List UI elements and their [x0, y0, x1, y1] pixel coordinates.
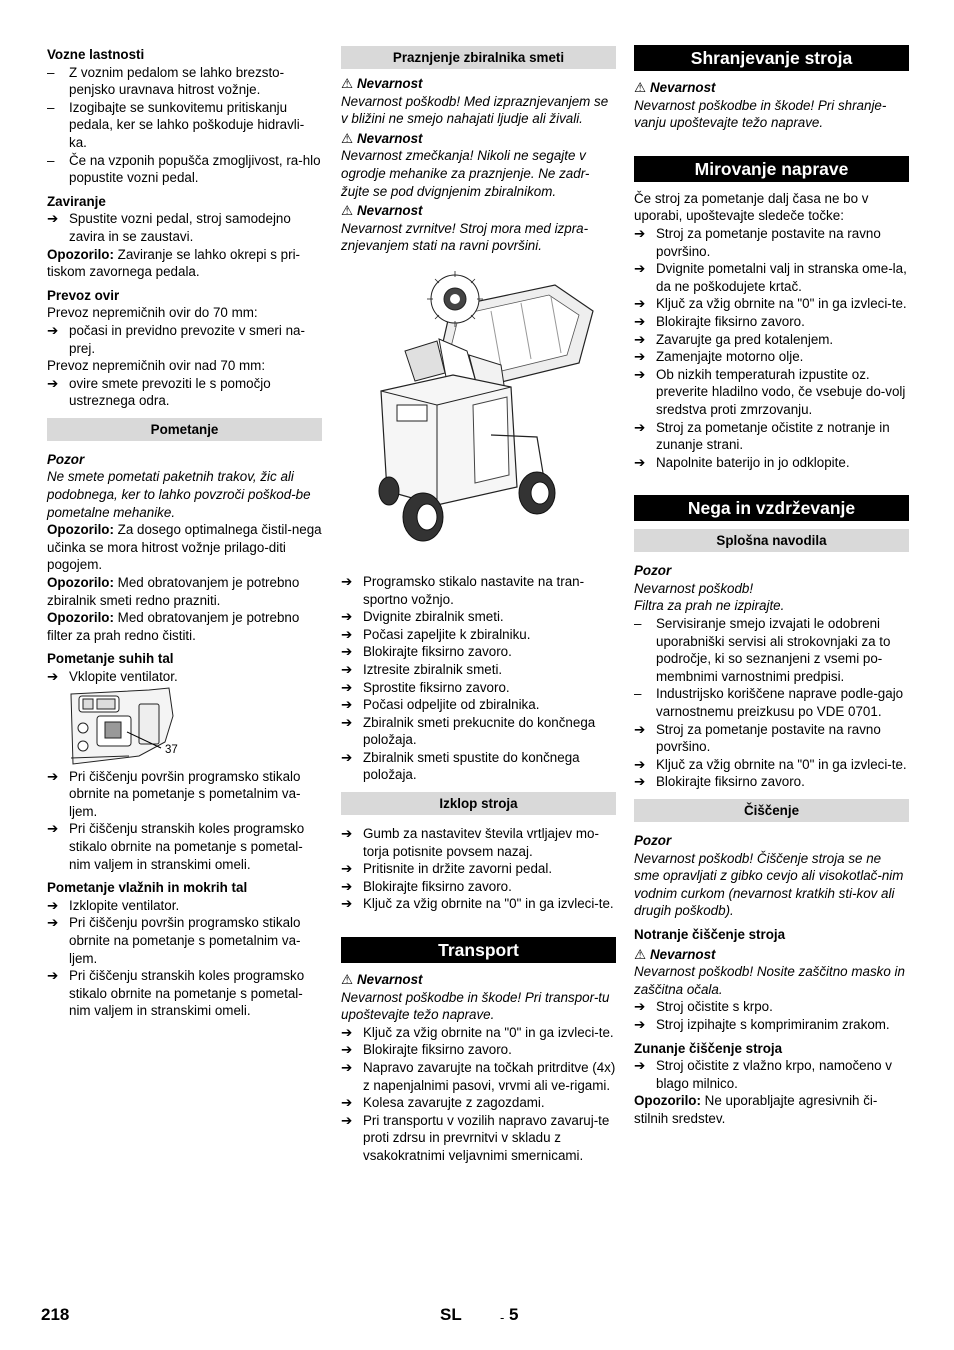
arrow-icon: ➔ [634, 419, 646, 435]
step-item: ➔ počasi in previdno prevozite v smeri na-prej. [47, 322, 305, 356]
intro-text: Če stroj za pometanje dalj časa ne bo v uporabi, upoštevajte sledeče točke: [634, 190, 869, 224]
figure-label: 37 [165, 743, 178, 756]
arrow-icon: ➔ [341, 749, 353, 765]
sweeper-illustration-figure [341, 255, 616, 573]
danger-text: Nevarnost poškodb! Nosite zaščitno masko in zaščitna očala. [634, 964, 905, 997]
note: Opozorilo: Med obratovanjem je potrebno filter za prah redno čistiti. [47, 610, 300, 643]
section-title-suhih: Pometanje suhih tal [47, 651, 174, 667]
danger-text: Nevarnost poškodbe in škode! Pri shranje-vanju upoštevajte težo naprave. [634, 97, 887, 131]
arrow-icon: ➔ [341, 609, 353, 625]
control-panel-figure [69, 686, 322, 768]
step-item: ➔ Stroj za pometanje očistite z notranje in zunanje strani. [634, 419, 890, 453]
note: Opozorilo: Za dosego optimalnega čistil-nega učinka se mora hitrost vožnje prilago-diti pogojem. [47, 522, 322, 573]
step-item: ➔ Pri čiščenju stranskih koles programsko stikalo obrnite na pometanje s pometal-nim valjem in stranskimi omeli. [47, 821, 305, 872]
list-item: – Izogibajte se sunkovitemu pritiskanju pedala, ker se lahko poškoduje hidravli-ka. [47, 99, 305, 150]
arrow-icon: ➔ [47, 968, 59, 984]
arrow-icon: ➔ [47, 821, 59, 837]
step-item: ➔ Ob nizkih temperaturah izpustite oz. preverite hladilno vodo, če vsebuje do-volj sredstva proti zmrzovanju. [634, 366, 906, 417]
step-item: ➔ Stroj za pometanje postavite na ravno površino. [634, 721, 881, 755]
arrow-icon: ➔ [634, 225, 646, 241]
step-item: ➔ Napolnite baterijo in jo odklopite. [634, 454, 850, 470]
subsection-bar-ciscenje: Čiščenje [634, 799, 909, 822]
footer-separator: - [500, 1310, 505, 1325]
arrow-icon: ➔ [341, 714, 353, 730]
danger-label: ⚠ Nevarnost [341, 130, 423, 146]
warning-icon: ⚠ [634, 80, 647, 95]
section-title-zunanje: Zunanje čiščenje stroja [634, 1040, 783, 1056]
arrow-icon: ➔ [341, 1095, 353, 1111]
subsection-bar-izklop: Izklop stroja [341, 792, 616, 815]
arrow-icon: ➔ [634, 721, 646, 737]
section-title-notranje: Notranje čiščenje stroja [634, 926, 786, 942]
danger-label: ⚠ Nevarnost [341, 203, 423, 219]
arrow-icon: ➔ [341, 644, 353, 660]
step-item: ➔ Zavarujte ga pred kotalenjem. [634, 331, 834, 347]
list-item: – Industrijsko koriščene naprave podle-gajo varnostnemu preizkusu po VDE 0701. [634, 686, 904, 720]
step-item: ➔ Stroj za pometanje postavite na ravno površino. [634, 225, 881, 259]
step-item: ➔ Ključ za vžig obrnite na "0" in ga izvleci-te. [341, 1024, 614, 1040]
arrow-icon: ➔ [47, 211, 59, 227]
step-item: ➔ Blokirajte fiksirno zavoro. [634, 313, 805, 329]
warning-icon: ⚠ [341, 130, 354, 146]
step-item: ➔ Blokirajte fiksirno zavoro. [341, 644, 512, 660]
arrow-icon: ➔ [341, 697, 353, 713]
step-item: ➔ ovire smete prevoziti le s pomočjo ustreznega odra. [47, 375, 271, 409]
arrow-icon: ➔ [341, 1060, 353, 1075]
arrow-icon: ➔ [634, 999, 646, 1015]
arrow-icon: ➔ [634, 349, 646, 365]
step-item: ➔ Pritisnite in držite zavorni pedal. [341, 861, 553, 877]
step-item: ➔ Zamenjajte motorno olje. [634, 349, 804, 365]
arrow-icon: ➔ [341, 573, 353, 589]
arrow-icon: ➔ [341, 1042, 353, 1058]
caution-text: Ne smete pometati paketnih trakov, žic ali podobnega, ker to lahko povzroči poškod-be pometalne mehanike. [47, 469, 311, 520]
step-item: ➔ Stroj očistite z vlažno krpo, namočeno v blago milnico. [634, 1058, 892, 1091]
arrow-icon: ➔ [341, 1024, 353, 1040]
dash-icon: – [47, 152, 55, 168]
section-title-vozne: Vozne lastnosti [47, 47, 145, 62]
step-item: ➔ Dvignite pometalni valj in stranska ome-la, da ne poškodujete krtač. [634, 261, 907, 294]
section-title-zaviranje: Zaviranje [47, 193, 106, 209]
danger-label: ⚠ Nevarnost [341, 972, 423, 988]
arrow-icon: ➔ [341, 861, 353, 877]
warning-icon: ⚠ [341, 972, 354, 988]
step-item: ➔ Ključ za vžig obrnite na "0" in ga izvleci-te. [341, 896, 614, 912]
step-item: ➔ Kolesa zavarujte z zagozdami. [341, 1095, 545, 1111]
note: Opozorilo: Ne uporabljajte agresivnih či-stilnih sredstev. [634, 1093, 878, 1126]
step-item: ➔ Izklopite ventilator. [47, 897, 180, 913]
arrow-icon: ➔ [634, 1016, 646, 1032]
list-item: – Z voznim pedalom se lahko brezsto-penjsko uravnava hitrost vožnje. [47, 64, 285, 98]
warning-icon: ⚠ [634, 946, 647, 962]
danger-text: Nevarnost zmečkanja! Nikoli ne segajte v ogrodje mehanike za praznjenje. Ne zadr-žujte se pod dvignjenim zbiralnikom. [341, 148, 590, 199]
note: Opozorilo: Zaviranje se lahko okrepi s pri-tiskom zavornega pedala. [47, 246, 301, 280]
arrow-icon: ➔ [634, 261, 646, 277]
step-item: ➔ Ključ za vžig obrnite na "0" in ga izvleci-te. [634, 756, 907, 772]
arrow-icon: ➔ [634, 756, 646, 772]
arrow-icon: ➔ [634, 454, 646, 470]
step-item: ➔ Blokirajte fiksirno zavoro. [341, 1042, 512, 1058]
arrow-icon: ➔ [47, 322, 59, 338]
arrow-icon: ➔ [634, 331, 646, 347]
language-code: SL [440, 1305, 462, 1324]
arrow-icon: ➔ [341, 826, 353, 842]
step-item: ➔ Pri čiščenju površin programsko stikalo obrnite na pometanje s pometalnim va-ljem. [47, 915, 301, 966]
column-1 [47, 44, 322, 1020]
caution-label: Pozor [634, 563, 672, 579]
dash-icon: – [634, 616, 642, 632]
arrow-icon: ➔ [341, 1112, 353, 1128]
step-item: ➔ Pri čiščenju stranskih koles programsko stikalo obrnite na pometanje s pometal-nim valjem in stranskimi omeli. [47, 968, 305, 1019]
dash-icon: – [47, 99, 55, 115]
step-item: ➔ Pri transportu v vozilih napravo zavaruj-te proti zdrsu in prevrnitvi v skladu z vsakokratnimi veljavnimi smernicami. [341, 1112, 610, 1163]
warning-icon: ⚠ [341, 76, 354, 91]
danger-label: ⚠ Nevarnost [634, 946, 716, 962]
arrow-icon: ➔ [341, 661, 353, 677]
step-item: ➔ Dvignite zbiralnik smeti. [341, 609, 504, 625]
list-item: – Servisiranje smejo izvajati le odobreni uporabniški servisi ali strokovnjaki za to področje, ki so seznanjeni z vsemi po-membnimi varnostnimi predpisi. [634, 616, 891, 684]
section-bar-transport: Transport [341, 937, 616, 963]
danger-label: ⚠ Nevarnost [634, 80, 716, 95]
arrow-icon: ➔ [341, 679, 353, 695]
step-item: ➔ Iztresite zbiralnik smeti. [341, 661, 503, 677]
subsection-bar-pometanje: Pometanje [47, 418, 322, 441]
arrow-icon: ➔ [341, 626, 353, 642]
warning-icon: ⚠ [341, 203, 354, 219]
section-bar-nega: Nega in vzdrževanje [634, 495, 909, 521]
danger-label: ⚠ Nevarnost [341, 76, 423, 91]
section-title-vlaznih: Pometanje vlažnih in mokrih tal [47, 880, 248, 896]
caution-text: Filtra za prah ne izpirajte. [634, 598, 785, 614]
step-item: ➔ Napravo zavarujte na točkah pritrditve (4x) z napenjalnimi pasovi, vrvmi ali ve-rigami. [341, 1060, 616, 1093]
step-item: ➔ Počasi zapeljite k zbiralniku. [341, 626, 531, 642]
section-title-prevoz: Prevoz ovir [47, 287, 120, 303]
sweeper-dumping-illustration [341, 255, 616, 573]
caution-text: Nevarnost poškodb! Čiščenje stroja se ne sme opravljati z gibko cevjo ali visokotlač-nim vodnim curkom (nevarnost kratkih sti-kov ali drugih poškodb). [634, 850, 904, 919]
step-item: ➔ Vklopite ventilator. [47, 669, 178, 684]
arrow-icon: ➔ [47, 915, 59, 931]
arrow-icon: ➔ [341, 878, 353, 894]
step-item: ➔ Stroj očistite s krpo. [634, 999, 773, 1015]
step-item: ➔ Pri čiščenju površin programsko stikalo obrnite na pometanje s pometalnim va-ljem. [47, 768, 301, 819]
step-item: ➔ Sprostite fiksirno zavoro. [341, 679, 510, 695]
danger-text: Nevarnost zvrnitve! Stroj mora med izpra-znjevanjem stati na ravni površini. [341, 220, 589, 254]
text-line: Prevoz nepremičnih ovir do 70 mm: [47, 305, 258, 321]
step-item: ➔ Blokirajte fiksirno zavoro. [634, 774, 805, 790]
step-item: ➔ Gumb za nastavitev števila vrtljajev mo-torja potisnite povsem nazaj. [341, 826, 599, 859]
danger-text: Nevarnost poškodb! Med izpraznjevanjem se v bližini ne smejo nahajati ljudje ali živali. [341, 93, 609, 127]
arrow-icon: ➔ [47, 375, 59, 391]
column-3 [634, 44, 909, 1128]
control-panel-illustration [69, 686, 209, 768]
arrow-icon: ➔ [634, 1058, 646, 1074]
dash-icon: – [634, 686, 642, 702]
section-page-number: 5 [509, 1305, 519, 1324]
step-item: ➔ Zbiralnik smeti prekucnite do končnega položaja. [341, 714, 596, 748]
caution-label: Pozor [634, 833, 672, 848]
arrow-icon: ➔ [634, 313, 646, 329]
page-number: 218 [41, 1305, 70, 1324]
text-line: Prevoz nepremičnih ovir nad 70 mm: [47, 358, 266, 374]
step-item: ➔ Programsko stikalo nastavite na tran-sportno vožnjo. [341, 573, 585, 607]
danger-text: Nevarnost poškodbe in škode! Pri transpor-tu upoštevajte težo naprave. [341, 989, 610, 1023]
caution-text: Nevarnost poškodb! [634, 580, 754, 596]
arrow-icon: ➔ [341, 896, 353, 912]
arrow-icon: ➔ [47, 669, 59, 684]
step-item: ➔ Stroj izpihajte s komprimiranim zrakom. [634, 1016, 890, 1032]
arrow-icon: ➔ [47, 897, 59, 913]
dash-icon: – [47, 64, 55, 80]
arrow-icon: ➔ [47, 768, 59, 784]
arrow-icon: ➔ [634, 296, 646, 312]
step-item: ➔ Počasi odpeljite od zbiralnika. [341, 697, 540, 713]
subsection-bar-praznjenje: Praznjenje zbiralnika smeti [341, 46, 616, 69]
step-item: ➔ Ključ za vžig obrnite na "0" in ga izvleci-te. [634, 296, 907, 312]
arrow-icon: ➔ [634, 366, 646, 382]
column-2 [341, 44, 616, 1165]
step-item: ➔ Spustite vozni pedal, stroj samodejno zavira in se zaustavi. [47, 211, 291, 244]
caution-label: Pozor [47, 451, 85, 467]
section-bar-shranjevanje: Shranjevanje stroja [634, 45, 909, 71]
section-bar-mirovanje: Mirovanje naprave [634, 156, 909, 182]
note: Opozorilo: Med obratovanjem je potrebno zbiralnik smeti redno prazniti. [47, 575, 300, 608]
list-item: – Če na vzponih popušča zmogljivost, ra-hlo popustite vozni pedal. [47, 152, 321, 186]
subsection-bar-splosna: Splošna navodila [634, 529, 909, 552]
step-item: ➔ Zbiralnik smeti spustite do končnega položaja. [341, 749, 580, 783]
step-item: ➔ Blokirajte fiksirno zavoro. [341, 878, 512, 894]
arrow-icon: ➔ [634, 774, 646, 790]
